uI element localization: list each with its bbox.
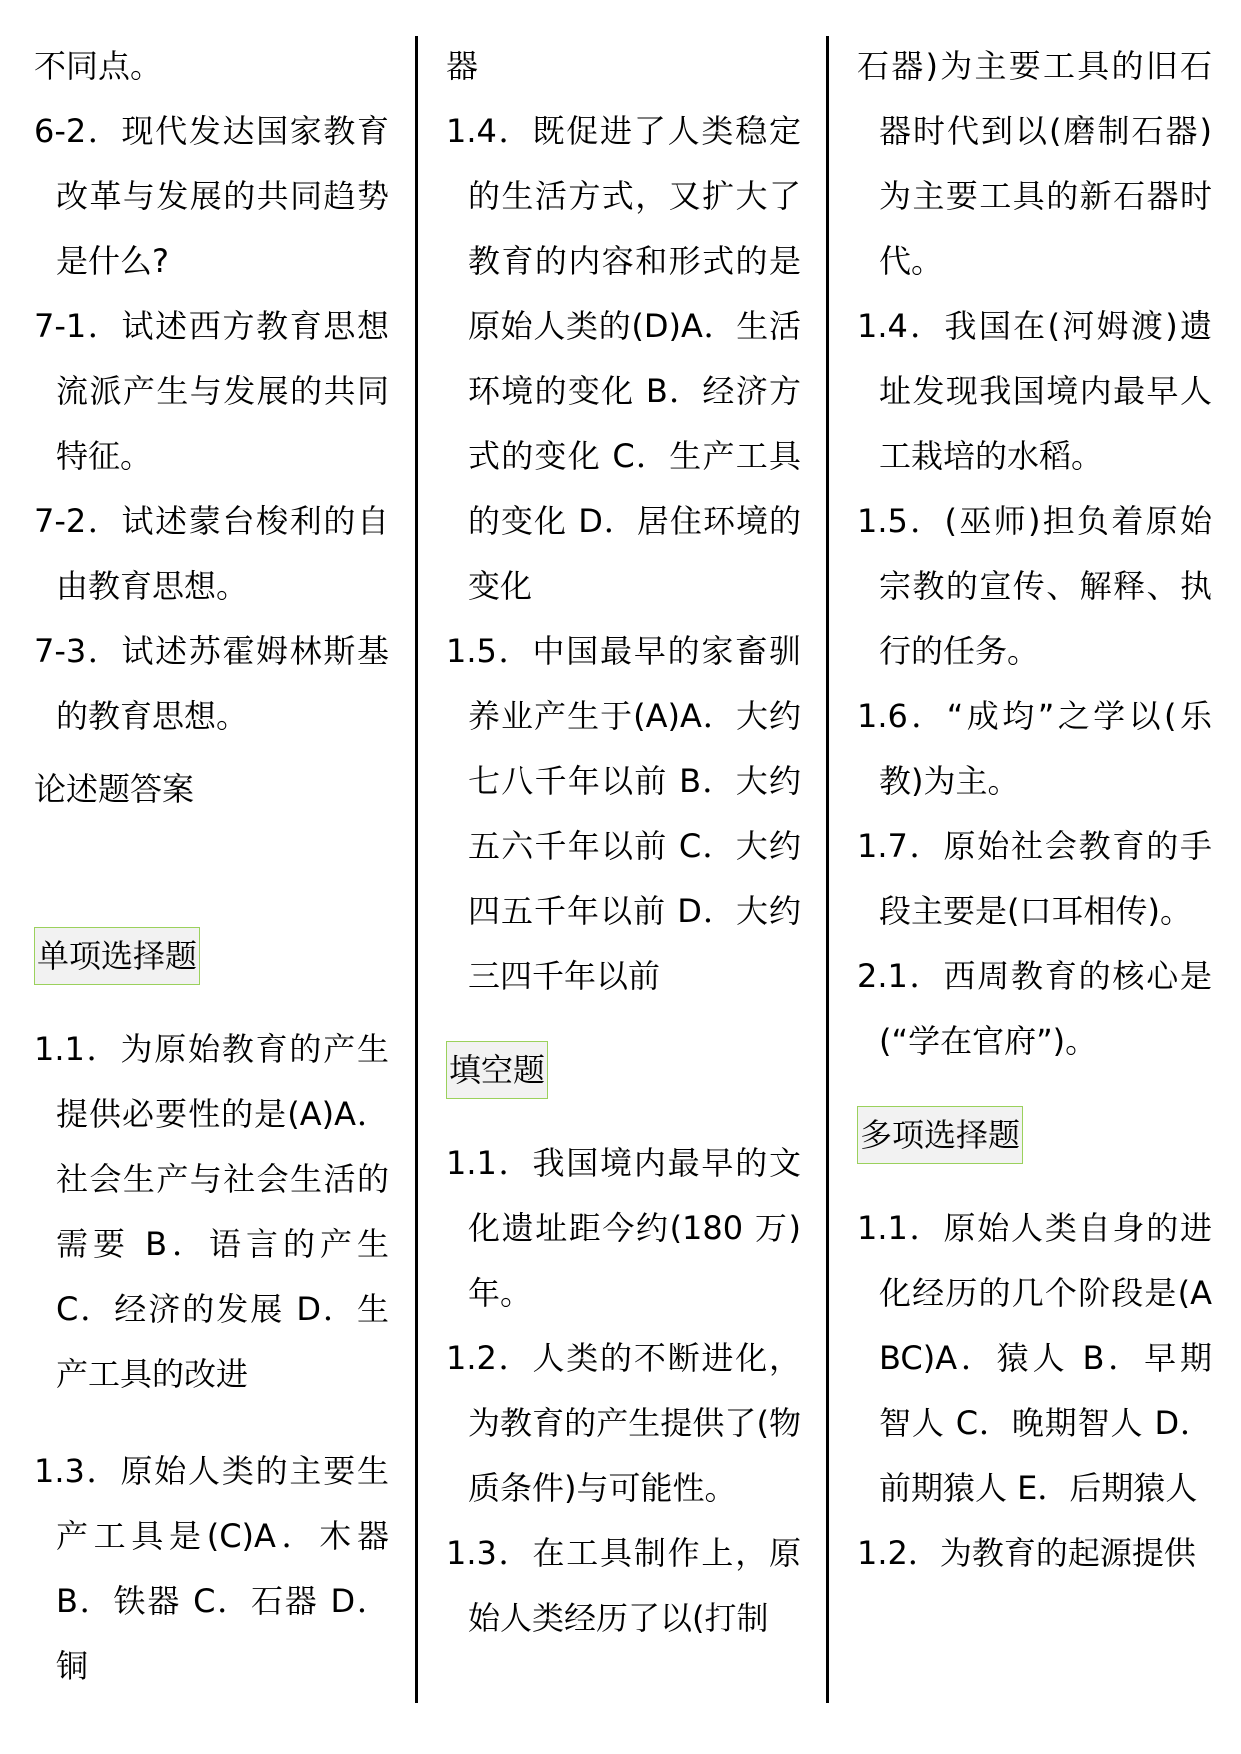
text-item: 石器)为主要工具的旧石器时代到以(磨制石器)为主要工具的新石器时代。	[857, 47, 1212, 280]
question-item: 1.5．(巫师)担负着原始宗教的宣传、解释、执行的任务。	[857, 502, 1212, 670]
column-divider	[826, 36, 829, 1703]
question-item: 2.1．西周教育的核心是(“学在官府”)。	[857, 957, 1212, 1060]
question-item: 7-3．试述苏霍姆林斯基的教育思想。	[34, 632, 389, 735]
section-heading-multiple-choice: 多项选择题	[857, 1106, 1023, 1164]
question-item: 1.6．“成均”之学以(乐教)为主。	[857, 697, 1212, 800]
question-item: 1.5．中国最早的家畜驯养业产生于(A)A．大约七八千年以前 B．大约五六千年以前 C．大约四五千年以前 D．大约三四千年以前	[446, 632, 801, 995]
question-item: 1.7．原始社会教育的手段主要是(口耳相传)。	[857, 827, 1212, 930]
answer-title: 论述题答案	[34, 770, 195, 808]
section-heading-fill-blank: 填空题	[446, 1041, 548, 1099]
question-item: 1.1．我国境内最早的文化遗址距今约(180 万)年。	[446, 1144, 801, 1312]
text-item: 器	[446, 47, 479, 85]
question-item: 1.2．人类的不断进化，为教育的产生提供了(物质条件)与可能性。	[446, 1339, 801, 1507]
question-item: 6-2．现代发达国家教育改革与发展的共同趋势是什么?	[34, 112, 389, 280]
question-item: 1.4．我国在(河姆渡)遗址发现我国境内最早人工栽培的水稻。	[857, 307, 1212, 475]
column-2	[446, 34, 801, 1651]
column-divider	[415, 36, 418, 1703]
question-item: 1.3．在工具制作上，原始人类经历了以(打制	[446, 1534, 801, 1637]
section-heading-single-choice: 单项选择题	[34, 927, 200, 985]
question-item: 1.1．为原始教育的产生提供必要性的是(A)A．社会生产与社会生活的需要 B．语言的产生 C．经济的发展 D．生产工具的改进	[34, 1030, 389, 1393]
text-item: 不同点。	[34, 47, 163, 85]
question-item: 7-1．试述西方教育思想流派产生与发展的共同特征。	[34, 307, 389, 475]
column-3	[857, 34, 1212, 1586]
question-item: 7-2．试述蒙台梭利的自由教育思想。	[34, 502, 389, 605]
column-1	[34, 34, 389, 1699]
question-item: 1.2．为教育的起源提供	[857, 1534, 1196, 1572]
question-item: 1.4．既促进了人类稳定的生活方式，又扩大了教育的内容和形式的是原始人类的(D)A．生活环境的变化 B．经济方式的变化 C．生产工具的变化 D．居住环境的变化	[446, 112, 801, 605]
question-item: 1.3．原始人类的主要生产工具是(C)A．木器 B．铁器 C．石器 D．铜	[34, 1452, 389, 1685]
question-item: 1.1．原始人类自身的进化经历的几个阶段是(ABC)A．猿人 B．早期智人 C．晚期智人 D．前期猿人 E．后期猿人	[857, 1209, 1212, 1507]
